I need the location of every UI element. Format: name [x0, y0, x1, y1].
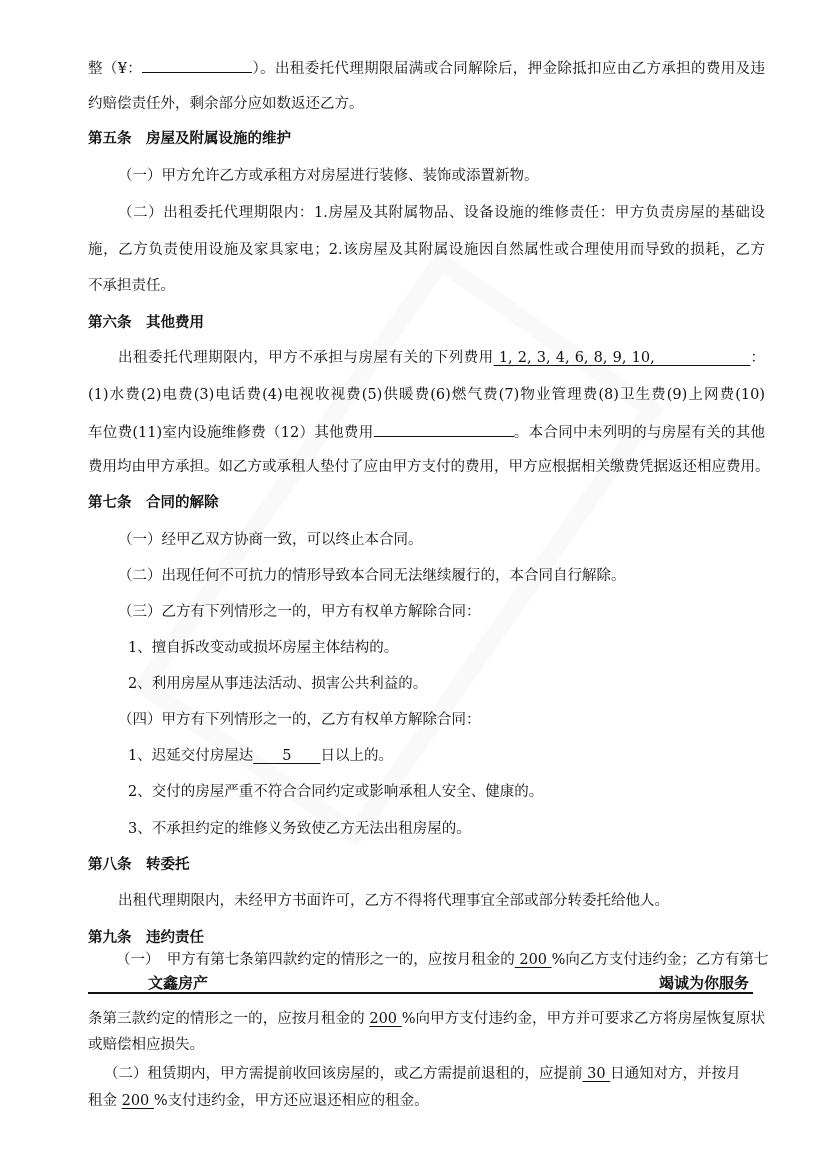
- section-heading: [88, 129, 291, 149]
- text-segment: （一） 甲方有第七条第四款约定的情形之一的，应按月租金的: [116, 952, 515, 968]
- text-segment: 出租委托代理期限内，甲方不承担与房屋有关的下列费用: [118, 350, 494, 366]
- text-segment: 第九条 违约责任: [88, 929, 204, 946]
- text-segment: （一）甲方允许乙方或承租方对房屋进行装修、装饰或添置新物。: [118, 168, 539, 184]
- section-heading: [88, 313, 204, 333]
- text-segment: 或赔偿相应损失。: [88, 1037, 204, 1053]
- text-segment: （二）出租委托代理期限内：1.房屋及其附属物品、设备设施的维修责任：甲方负责房屋的基础设: [118, 205, 765, 221]
- paragraph-line: [88, 1009, 765, 1029]
- paragraph-line: [88, 385, 765, 405]
- paragraph-line: [128, 746, 393, 766]
- text-segment: 费用均由甲方承担。如乙方或承租人垫付了应由甲方支付的费用，甲方应根据相关缴费凭据返还相应费用。: [88, 459, 770, 475]
- text-segment: 约赔偿责任外，剩余部分应如数返还乙方。: [88, 96, 364, 112]
- paragraph-line: [118, 566, 626, 586]
- filled-value: 200: [369, 1011, 402, 1027]
- text-segment: （二）租赁期内，甲方需提前收回该房屋的，或乙方需提前退租的，应提前: [104, 1066, 583, 1082]
- section-heading: [88, 928, 204, 948]
- paragraph-line: [118, 602, 481, 622]
- text-segment: 车位费(11)室内设施维修费（12）其他费用: [88, 425, 374, 441]
- header-company: 文鑫房产: [148, 974, 209, 992]
- section-heading: [88, 493, 219, 513]
- text-segment: 第八条 转委托: [88, 856, 190, 873]
- paragraph-line: [118, 166, 539, 186]
- text-segment: （四）甲方有下列情形之一的，乙方有权单方解除合同：: [118, 712, 481, 728]
- text-segment: 。本合同中未列明的与房屋有关的其他: [513, 425, 766, 441]
- paragraph-line: [88, 422, 765, 443]
- fill-in-blank: [374, 422, 514, 437]
- text-segment: 出租代理期限内，未经甲方书面许可，乙方不得将代理事宜全部或部分转委托给他人。: [118, 893, 669, 909]
- paragraph-line: [128, 782, 543, 802]
- paragraph-line: [88, 276, 175, 296]
- text-segment: 施，乙方负责使用设施及家具家电；2.该房屋及其附属设施因自然属性或合理使用而导致的损耗，乙方: [88, 242, 765, 258]
- paragraph-line: [118, 530, 423, 550]
- text-segment: 2、交付的房屋严重不符合合同约定或影响承租人安全、健康的。: [128, 784, 544, 800]
- text-segment: (1)水费(2)电费(3)电话费(4)电视收视费(5)供暖费(6)燃气费(7)物业管理费(8)卫生费(9)上网费(10): [88, 387, 765, 403]
- filled-value: 1, 2, 3, 4, 6, 8, 9, 10,: [493, 350, 751, 366]
- text-segment: 3、不承担约定的维修义务致使乙方无法出租房屋的。: [128, 821, 471, 837]
- text-segment: %向乙方支付违约金；乙方有第七: [551, 952, 769, 968]
- paragraph-line: [88, 94, 364, 114]
- paragraph-line: [128, 638, 398, 658]
- paragraph-line: [88, 457, 770, 477]
- text-segment: （三）乙方有下列情形之一的，甲方有权单方解除合同：: [118, 604, 481, 620]
- text-segment: 第五条 房屋及附属设施的维护: [88, 130, 291, 147]
- text-segment: 日以上的。: [320, 748, 393, 764]
- filled-value: 200: [514, 952, 552, 968]
- filled-value: 200: [121, 1093, 154, 1109]
- paragraph-line: [116, 950, 768, 970]
- text-segment: ）。出租委托代理期限届满或合同解除后，押金除抵扣应由乙方承担的费用及违: [252, 61, 765, 77]
- paragraph-line: [128, 674, 427, 694]
- fill-in-blank: [142, 58, 252, 73]
- text-segment: 第六条 其他费用: [88, 314, 204, 331]
- text-segment: 1、擅自拆改变动或损坏房屋主体结构的。: [128, 640, 399, 656]
- paragraph-line: [118, 348, 765, 368]
- text-segment: （一）经甲乙双方协商一致，可以终止本合同。: [118, 532, 423, 548]
- text-segment: （二）出现任何不可抗力的情形导致本合同无法继续履行的，本合同自行解除。: [118, 568, 626, 584]
- text-segment: %向甲方支付违约金，甲方并可要求乙方将房屋恢复原状: [401, 1011, 765, 1027]
- text-segment: ：: [750, 350, 766, 366]
- text-segment: 日通知对方，并按月: [610, 1066, 741, 1082]
- paragraph-line: [88, 240, 765, 260]
- paragraph-line: [88, 1091, 429, 1111]
- paragraph-line: [128, 819, 471, 839]
- page-header: [88, 972, 753, 994]
- text-segment: 1、迟延交付房屋达: [128, 748, 254, 764]
- header-slogan: 竭诚为你服务: [658, 974, 749, 992]
- filled-value: 30: [582, 1066, 611, 1082]
- paragraph-line: [118, 710, 481, 730]
- text-segment: 租金: [88, 1093, 122, 1109]
- paragraph-line: [118, 203, 765, 223]
- paragraph-line: [104, 1064, 741, 1084]
- text-segment: 第七条 合同的解除: [88, 494, 219, 511]
- paragraph-line: [118, 891, 669, 911]
- text-segment: %支付违约金，甲方还应退还相应的租金。: [153, 1093, 429, 1109]
- section-heading: [88, 855, 190, 875]
- text-segment: 不承担责任。: [88, 278, 175, 294]
- text-segment: 2、利用房屋从事违法活动、损害公共利益的。: [128, 676, 428, 692]
- paragraph-line: [88, 1035, 204, 1055]
- filled-value: 5: [253, 748, 321, 764]
- text-segment: 整（¥：: [88, 61, 143, 77]
- paragraph-line: [88, 58, 765, 79]
- text-segment: 条第三款约定的情形之一的，应按月租金的: [88, 1011, 370, 1027]
